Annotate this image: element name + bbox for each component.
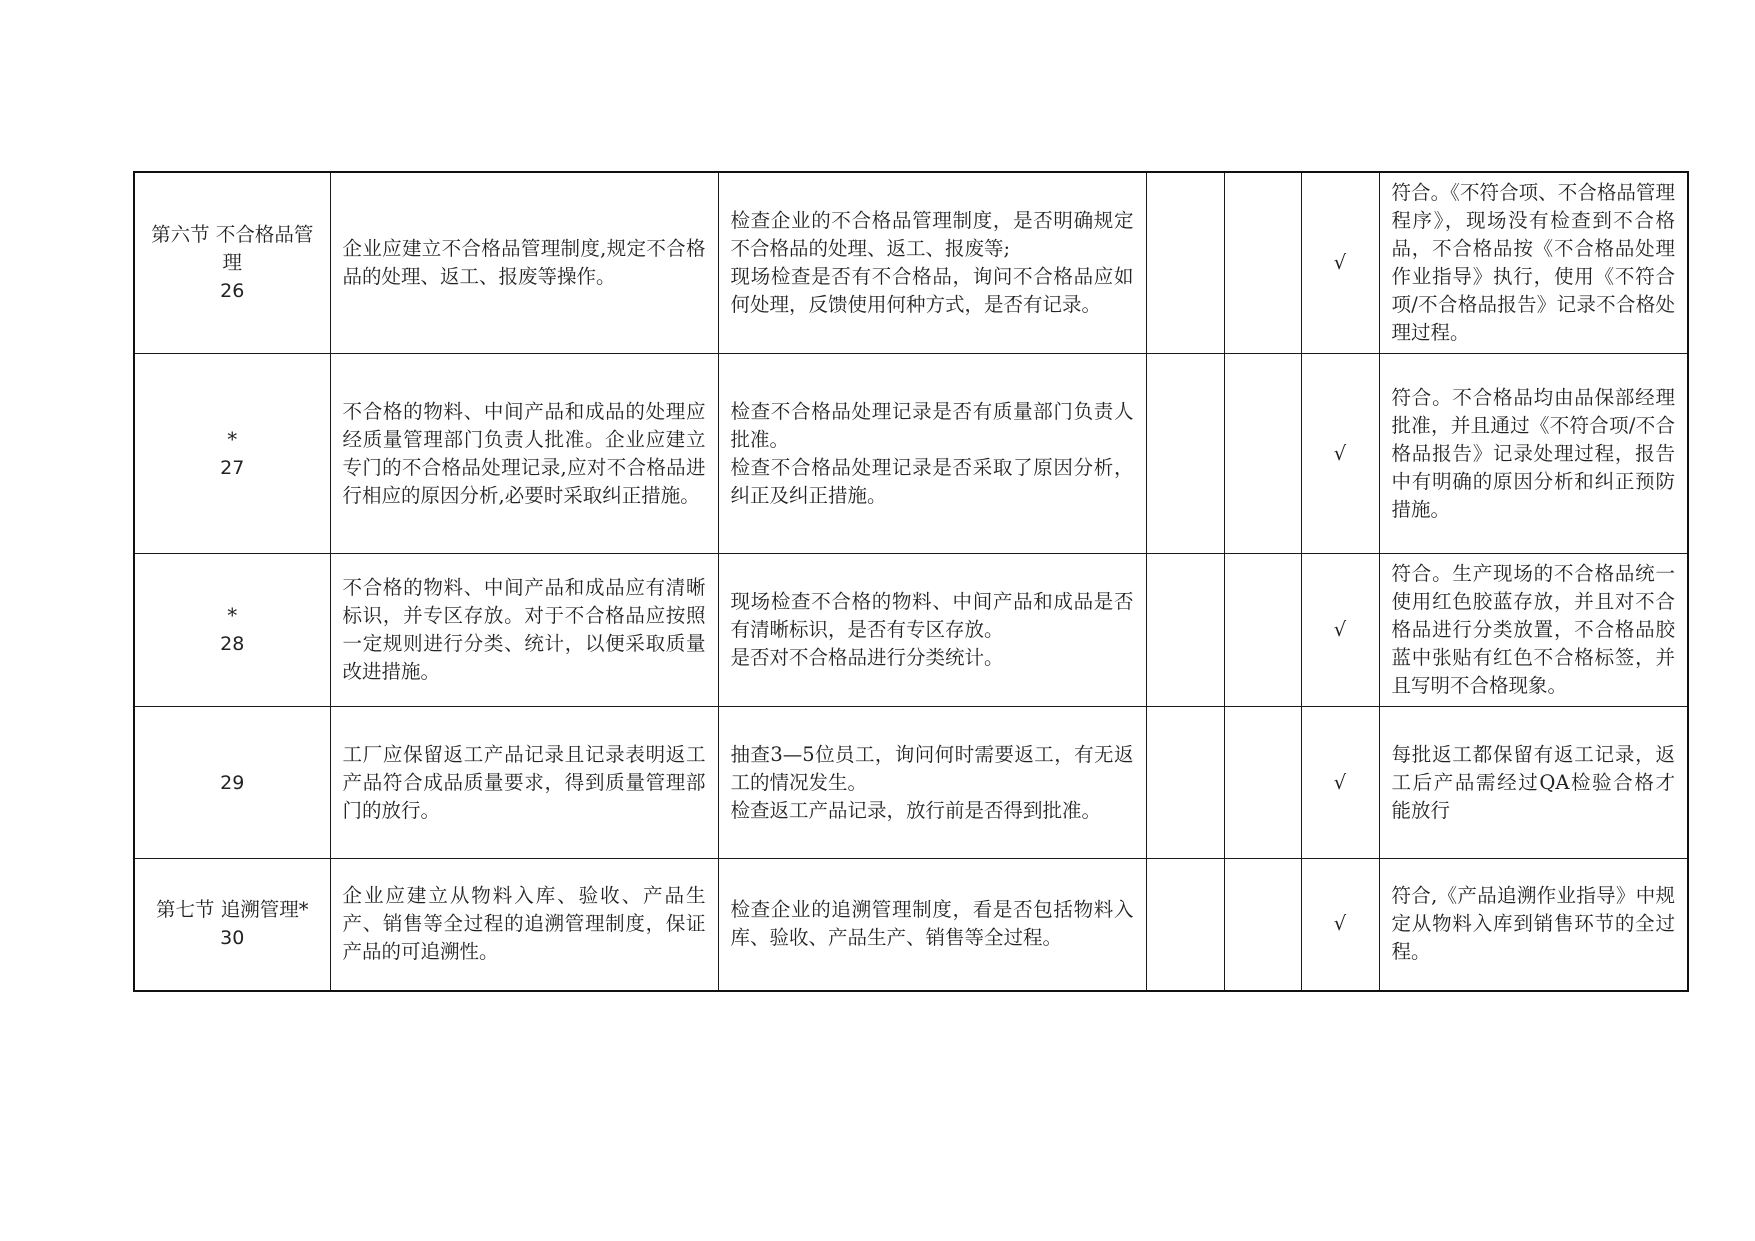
section-cell <box>134 859 330 991</box>
check-method-line: 现场检查不合格的物料、中间产品和成品是否有清晰标识，是否有专区存放。 <box>730 590 1134 641</box>
check-method-line: 检查不合格品处理记录是否采取了原因分析，纠正及纠正措施。 <box>730 455 1134 507</box>
section-cell <box>134 172 330 354</box>
requirement-cell: 企业应建立从物料入库、验收、产品生产、销售等全过程的追溯管理制度，保证产品的可追溯性。 <box>330 859 718 991</box>
table-row <box>134 354 1688 554</box>
table-row <box>134 554 1688 707</box>
checkmark-cell: √ <box>1301 859 1379 991</box>
check-method-line: 检查企业的追溯管理制度，看是否包括物料入库、验收、产品生产、销售等全过程。 <box>730 898 1134 950</box>
result-cell: 符合。不合格品均由品保部经理批准，并且通过《不符合项/不合格品报告》记录处理过程，报告中有明确的原因分析和纠正预防措施。 <box>1379 354 1688 554</box>
blank-cell <box>1146 354 1224 554</box>
item-number: 29 <box>220 771 245 794</box>
key-item-star: * <box>227 427 238 451</box>
blank-cell <box>1146 859 1224 991</box>
section-cell <box>134 707 330 859</box>
check-method-line: 是否对不合格品进行分类统计。 <box>730 646 1004 669</box>
item-number: 30 <box>220 927 245 950</box>
section-title: 第六节 不合格品管理 <box>151 223 314 274</box>
blank-cell <box>1146 554 1224 707</box>
requirement-cell: 工厂应保留返工产品记录且记录表明返工产品符合成品质量要求，得到质量管理部门的放行。 <box>330 707 718 859</box>
check-method-line: 检查企业的不合格品管理制度，是否明确规定不合格品的处理、返工、报废等; <box>730 209 1134 260</box>
blank-cell <box>1146 172 1224 354</box>
table-row <box>134 707 1688 859</box>
result-cell: 符合。生产现场的不合格品统一使用红色胶蓝存放，并且对不合格品进行分类放置，不合格品胶蓝中张贴有红色不合格标签，并且写明不合格现象。 <box>1379 554 1688 707</box>
section-cell <box>134 354 330 554</box>
key-item-star: * <box>227 604 238 627</box>
check-method-cell <box>718 354 1146 554</box>
checkmark-cell: √ <box>1301 172 1379 354</box>
item-number: 27 <box>220 456 245 479</box>
requirement-cell: 企业应建立不合格品管理制度,规定不合格品的处理、返工、报废等操作。 <box>330 172 718 354</box>
checkmark-cell: √ <box>1301 554 1379 707</box>
blank-cell <box>1224 172 1301 354</box>
item-number: 28 <box>220 633 245 655</box>
table-row <box>134 859 1688 991</box>
blank-cell <box>1224 354 1301 554</box>
checkmark-cell: √ <box>1301 354 1379 554</box>
check-method-cell <box>718 554 1146 707</box>
section-cell <box>134 554 330 707</box>
result-cell: 符合。《不符合项、不合格品管理程序》，现场没有检查到不合格品，不合格品按《不合格品处理作业指导》执行，使用《不符合项/不合格品报告》记录不合格处理过程。 <box>1379 172 1688 354</box>
blank-cell <box>1146 707 1224 859</box>
requirement-cell: 不合格的物料、中间产品和成品应有清晰标识，并专区存放。对于不合格品应按照一定规则进行分类、统计，以便采取质量改进措施。 <box>330 554 718 707</box>
audit-table <box>133 171 1689 992</box>
table-row <box>134 172 1688 354</box>
check-method-cell <box>718 172 1146 354</box>
check-method-line: 检查不合格品处理记录是否有质量部门负责人批准。 <box>730 399 1134 451</box>
result-cell: 每批返工都保留有返工记录，返工后产品需经过QA检验合格才能放行 <box>1379 707 1688 859</box>
check-method-line: 检查返工产品记录，放行前是否得到批准。 <box>730 798 1102 822</box>
checkmark-cell: √ <box>1301 707 1379 859</box>
check-method-line: 现场检查是否有不合格品，询问不合格品应如何处理，反馈使用何种方式，是否有记录。 <box>730 265 1134 316</box>
blank-cell <box>1224 859 1301 991</box>
item-number: 26 <box>220 280 245 302</box>
blank-cell <box>1224 707 1301 859</box>
requirement-cell: 不合格的物料、中间产品和成品的处理应经质量管理部门负责人批准。企业应建立专门的不合格品处理记录,应对不合格品进行相应的原因分析,必要时采取纠正措施。 <box>330 354 718 554</box>
check-method-cell <box>718 707 1146 859</box>
result-cell: 符合,《产品追溯作业指导》中规定从物料入库到销售环节的全过程。 <box>1379 859 1688 991</box>
section-title: 第七节 追溯管理* <box>156 898 309 922</box>
check-method-cell <box>718 859 1146 991</box>
check-method-line: 抽查3—5位员工，询问何时需要返工，有无返工的情况发生。 <box>730 742 1134 794</box>
blank-cell <box>1224 554 1301 707</box>
